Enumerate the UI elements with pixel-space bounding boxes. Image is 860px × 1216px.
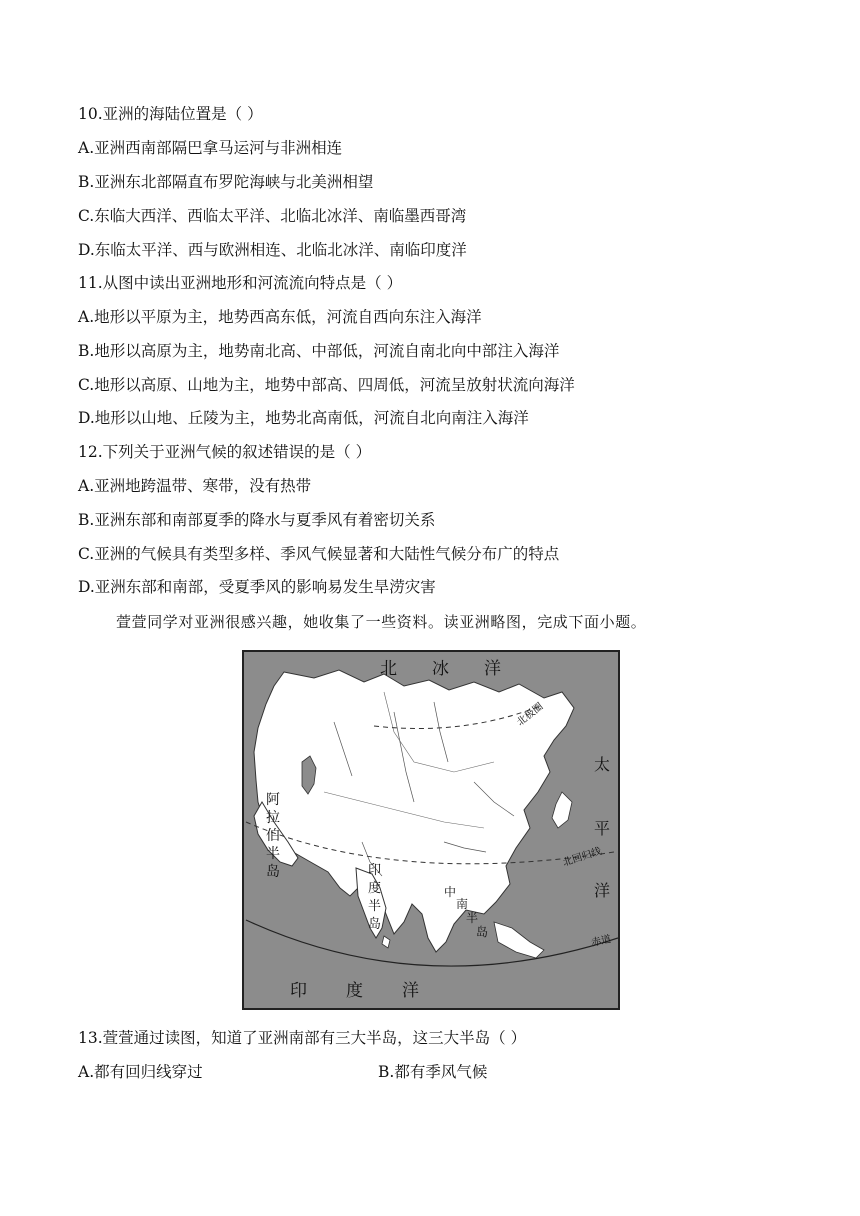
question-11-stem: 11.从图中读出亚洲地形和河流流向特点是（ ） — [78, 274, 403, 292]
label-pacific-1: 太 — [594, 755, 611, 774]
question-13-stem: 13.萱萱通过读图，知道了亚洲南部有三大半岛，这三大半岛（ ） — [78, 1029, 527, 1047]
label-indian-ocean-2: 度 — [346, 981, 363, 1001]
asia-map — [242, 650, 620, 1010]
label-indian-peninsula-1: 印 — [368, 863, 382, 878]
question-10-option-d: D.东临太平洋、西与欧洲相连、北临北冰洋、南临印度洋 — [78, 241, 467, 259]
label-indochina-4: 岛 — [476, 925, 489, 939]
label-arabian-3: 伯 — [266, 828, 280, 844]
question-12-stem: 12.下列关于亚洲气候的叙述错误的是（ ） — [78, 443, 372, 461]
question-10-stem: 10.亚洲的海陆位置是（ ） — [78, 105, 263, 123]
question-11-option-b: B.地形以高原为主，地势南北高、中部低，河流自南北向中部注入海洋 — [78, 342, 560, 360]
question-13-option-a: A.都有回归线穿过 — [78, 1063, 203, 1081]
label-north-ocean-3: 洋 — [484, 659, 501, 679]
question-12-option-d: D.亚洲东部和南部，受夏季风的影响易发生旱涝灾害 — [78, 578, 436, 596]
asia-map-svg — [244, 652, 618, 1008]
question-10-option-c: C.东临大西洋、西临太平洋、北临北冰洋、南临墨西哥湾 — [78, 207, 467, 225]
map-intro-text: 萱萱同学对亚洲很感兴趣，她收集了一些资料。读亚洲略图，完成下面小题。 — [116, 613, 647, 631]
label-north-ocean-1: 北 — [380, 659, 397, 679]
label-pacific-2: 平 — [594, 819, 611, 838]
label-indian-ocean-3: 洋 — [402, 981, 419, 1001]
question-10-option-a: A.亚洲西南部隔巴拿马运河与非洲相连 — [78, 139, 343, 157]
label-indian-ocean-1: 印 — [290, 981, 307, 1001]
question-12-option-c: C.亚洲的气候具有类型多样、季风气候显著和大陆性气候分布广的特点 — [78, 545, 560, 563]
question-11-option-c: C.地形以高原、山地为主，地势中部高、四周低，河流呈放射状流向海洋 — [78, 376, 575, 394]
label-indian-peninsula-2: 度 — [368, 881, 382, 896]
southeast-islands — [494, 922, 544, 958]
question-13-option-b: B.都有季风气候 — [378, 1063, 488, 1081]
question-11-option-a: A.地形以平原为主，地势西高东低，河流自西向东注入海洋 — [78, 308, 482, 326]
label-indian-peninsula-4: 岛 — [368, 917, 382, 932]
sri-lanka — [382, 936, 390, 948]
label-indochina-3: 半 — [466, 911, 479, 925]
label-pacific-3: 洋 — [594, 881, 611, 900]
label-indochina-2: 南 — [456, 897, 469, 911]
label-arabian-1: 阿 — [266, 792, 280, 808]
question-11-option-d: D.地形以山地、丘陵为主，地势北高南低，河流自北向南注入海洋 — [78, 409, 529, 427]
label-arabian-4: 半 — [266, 846, 280, 862]
label-tropic-of-cancer: 北回归线 — [561, 846, 603, 869]
label-arctic-circle: 北极圈 — [515, 701, 546, 729]
label-indian-peninsula-3: 半 — [368, 899, 382, 914]
japan-islands — [552, 792, 572, 828]
question-12-option-b: B.亚洲东部和南部夏季的降水与夏季风有着密切关系 — [78, 511, 436, 529]
label-arabian-5: 岛 — [266, 864, 280, 880]
question-10-option-b: B.亚洲东北部隔直布罗陀海峡与北美洲相望 — [78, 173, 374, 191]
label-indochina-1: 中 — [444, 885, 457, 899]
label-equator: 赤道 — [590, 934, 613, 949]
label-north-ocean-2: 冰 — [432, 659, 449, 679]
label-arabian-2: 拉 — [266, 810, 280, 826]
question-12-option-a: A.亚洲地跨温带、寒带，没有热带 — [78, 477, 312, 495]
